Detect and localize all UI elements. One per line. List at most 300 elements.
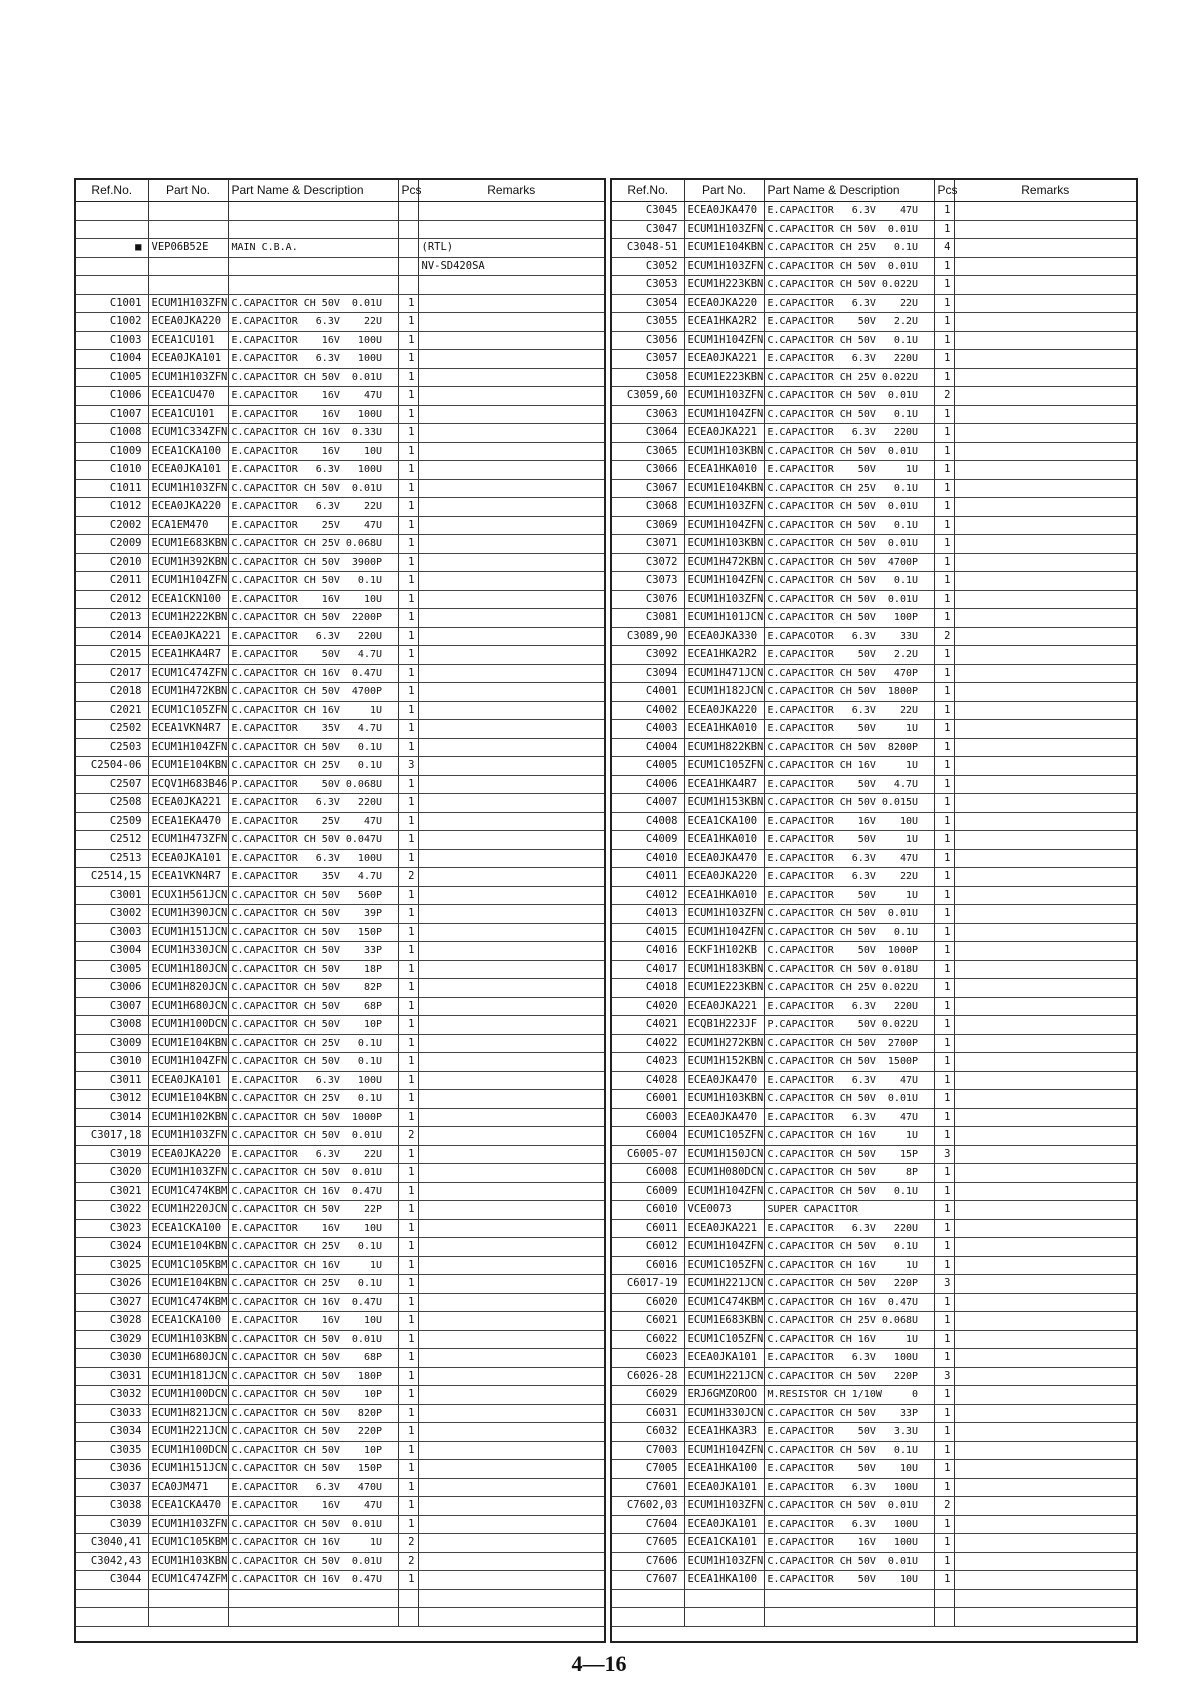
part-no-cell: ECUM1H103ZFN — [684, 905, 764, 924]
pcs-cell: 1 — [398, 442, 418, 461]
table-row — [612, 1441, 1136, 1460]
table-row — [76, 1256, 604, 1275]
pcs-cell: 1 — [398, 1404, 418, 1423]
table-row — [612, 1571, 1136, 1590]
remarks-cell — [954, 1275, 1136, 1294]
remarks-cell — [418, 498, 604, 517]
description-cell: C.CAPACITOR CH 50V 0.01U — [764, 905, 934, 924]
table-row — [612, 886, 1136, 905]
part-no-cell: ECEA1CU101 — [148, 405, 228, 424]
part-no-cell: ECUM1H223KBN — [684, 276, 764, 295]
description-cell — [764, 1589, 934, 1608]
part-no-cell: ECUM1C474KBM — [684, 1293, 764, 1312]
remarks-cell — [418, 757, 604, 776]
remarks-cell — [954, 1478, 1136, 1497]
pcs-cell: 1 — [934, 1219, 954, 1238]
table-row — [76, 1219, 604, 1238]
description-cell: C.CAPACITOR CH 16V 0.47U — [228, 1182, 398, 1201]
pcs-cell: 1 — [398, 1145, 418, 1164]
part-no-cell: ECEA1CKN100 — [148, 590, 228, 609]
table-row — [612, 683, 1136, 702]
pcs-cell: 1 — [398, 812, 418, 831]
col-part-no: Part No. — [684, 180, 764, 202]
ref-cell: C3057 — [612, 350, 684, 369]
description-cell: E.CAPACITOR 6.3V 22U — [228, 313, 398, 332]
part-no-cell: ECUM1H104ZFN — [684, 1441, 764, 1460]
table-row — [76, 202, 604, 221]
col-ref-no: Ref.No. — [612, 180, 684, 202]
pcs-cell: 1 — [934, 1571, 954, 1590]
ref-cell: C3008 — [76, 1016, 148, 1035]
part-no-cell: ECUM1C334ZFN — [148, 424, 228, 443]
pcs-cell: 1 — [398, 1016, 418, 1035]
pcs-cell: 1 — [934, 942, 954, 961]
remarks-cell — [954, 572, 1136, 591]
ref-cell: C6008 — [612, 1164, 684, 1183]
description-cell: C.CAPACITOR CH 25V 0.1U — [228, 757, 398, 776]
part-no-cell: ECUM1H153KBN — [684, 794, 764, 813]
description-cell: C.CAPACITOR CH 25V 0.1U — [228, 1034, 398, 1053]
table-row — [612, 1053, 1136, 1072]
pcs-cell: 1 — [398, 424, 418, 443]
pcs-cell: 1 — [398, 738, 418, 757]
ref-cell: C4005 — [612, 757, 684, 776]
description-cell: C.CAPACITOR CH 50V 0.01U — [764, 535, 934, 554]
part-no-cell: ECUM1H104ZFN — [684, 405, 764, 424]
remarks-cell — [954, 1330, 1136, 1349]
remarks-cell — [418, 1201, 604, 1220]
ref-cell: C3037 — [76, 1478, 148, 1497]
ref-cell — [76, 220, 148, 239]
table-row — [76, 1441, 604, 1460]
pcs-cell: 1 — [934, 849, 954, 868]
description-cell: E.CAPACITOR 6.3V 22U — [228, 1145, 398, 1164]
ref-cell: C2002 — [76, 516, 148, 535]
remarks-cell — [418, 886, 604, 905]
ref-cell: C3005 — [76, 960, 148, 979]
pcs-cell: 1 — [934, 1386, 954, 1405]
pcs-cell: 1 — [398, 461, 418, 480]
table-row — [612, 1164, 1136, 1183]
ref-cell: C4003 — [612, 720, 684, 739]
ref-cell: C3055 — [612, 313, 684, 332]
part-no-cell: ECEA1CU470 — [148, 387, 228, 406]
part-no-cell: ECUM1H151JCN — [148, 1460, 228, 1479]
part-no-cell — [148, 1608, 228, 1627]
pcs-cell: 1 — [934, 609, 954, 628]
description-cell: C.CAPACITOR CH 50V 220P — [764, 1275, 934, 1294]
table-row — [76, 1330, 604, 1349]
ref-cell: C4021 — [612, 1016, 684, 1035]
table-row — [76, 535, 604, 554]
ref-cell: C7607 — [612, 1571, 684, 1590]
table-row — [612, 905, 1136, 924]
table-row — [76, 257, 604, 276]
ref-cell: C7605 — [612, 1534, 684, 1553]
description-cell: C.CAPACITOR CH 50V 0.01U — [764, 498, 934, 517]
pcs-cell: 1 — [934, 1478, 954, 1497]
remarks-cell — [954, 1386, 1136, 1405]
remarks-cell — [418, 923, 604, 942]
ref-cell: C3024 — [76, 1238, 148, 1257]
part-no-cell: ECEA0JKA470 — [684, 1071, 764, 1090]
description-cell: C.CAPACITOR CH 50V 4700P — [228, 683, 398, 702]
part-no-cell: ECUM1E683KBN — [684, 1312, 764, 1331]
remarks-cell — [418, 1404, 604, 1423]
pcs-cell: 2 — [398, 1534, 418, 1553]
ref-cell: C1011 — [76, 479, 148, 498]
remarks-cell — [954, 1108, 1136, 1127]
table-row — [76, 979, 604, 998]
table-row — [612, 461, 1136, 480]
table-row — [612, 1127, 1136, 1146]
pcs-cell: 1 — [398, 1571, 418, 1590]
part-no-cell: ECUM1H103ZFN — [148, 1127, 228, 1146]
part-no-cell: ECUM1H104ZFN — [684, 1238, 764, 1257]
pcs-cell: 2 — [934, 627, 954, 646]
part-no-cell: ECUM1H104ZFN — [148, 738, 228, 757]
table-row — [76, 1201, 604, 1220]
remarks-cell — [418, 609, 604, 628]
description-cell: E.CAPACITOR 6.3V 47U — [764, 849, 934, 868]
table-row — [76, 1034, 604, 1053]
remarks-cell — [418, 479, 604, 498]
part-no-cell: ECUM1E683KBN — [148, 535, 228, 554]
table-row — [76, 757, 604, 776]
pcs-cell: 1 — [398, 331, 418, 350]
remarks-cell — [418, 572, 604, 591]
remarks-cell — [418, 1571, 604, 1590]
remarks-cell — [418, 1423, 604, 1442]
part-no-cell: ECA0JM471 — [148, 1478, 228, 1497]
ref-cell: C1003 — [76, 331, 148, 350]
pcs-cell: 1 — [934, 831, 954, 850]
description-cell: C.CAPACITOR CH 50V 0.01U — [228, 1330, 398, 1349]
ref-cell: C3038 — [76, 1497, 148, 1516]
pcs-cell: 1 — [398, 535, 418, 554]
pcs-cell: 1 — [398, 942, 418, 961]
table-row — [76, 1127, 604, 1146]
description-cell: C.CAPACITOR CH 16V 0.47U — [228, 1571, 398, 1590]
remarks-cell — [954, 1441, 1136, 1460]
description-cell: E.CAPACITOR 6.3V 100U — [764, 1349, 934, 1368]
description-cell: C.CAPACITOR CH 50V 0.1U — [764, 1441, 934, 1460]
part-no-cell: ECUM1H104ZFN — [148, 1053, 228, 1072]
part-no-cell: ECEA1CKA100 — [148, 1312, 228, 1331]
remarks-cell — [418, 812, 604, 831]
ref-cell: C6022 — [612, 1330, 684, 1349]
table-row — [612, 1219, 1136, 1238]
pcs-cell: 1 — [934, 220, 954, 239]
table-row — [612, 1312, 1136, 1331]
pcs-cell — [934, 1589, 954, 1608]
part-no-cell: ECUM1H150JCN — [684, 1145, 764, 1164]
part-no-cell: ECEA0JKA470 — [684, 202, 764, 221]
ref-cell: C1004 — [76, 350, 148, 369]
pcs-cell: 1 — [398, 590, 418, 609]
table-row — [76, 479, 604, 498]
pcs-cell: 1 — [934, 646, 954, 665]
pcs-cell: 1 — [934, 1404, 954, 1423]
remarks-cell — [954, 1608, 1136, 1627]
table-row — [612, 1423, 1136, 1442]
table-row — [612, 257, 1136, 276]
remarks-cell — [954, 1404, 1136, 1423]
remarks-cell — [954, 720, 1136, 739]
ref-cell: C6021 — [612, 1312, 684, 1331]
remarks-cell — [954, 1034, 1136, 1053]
ref-cell: C3076 — [612, 590, 684, 609]
description-cell: E.CAPACITOR 50V 1U — [764, 720, 934, 739]
table-row — [612, 387, 1136, 406]
part-no-cell: ECEA0JKA221 — [684, 1219, 764, 1238]
remarks-cell — [418, 1016, 604, 1035]
ref-cell — [76, 1589, 148, 1608]
pcs-cell: 1 — [934, 1312, 954, 1331]
description-cell: C.CAPACITOR CH 25V 0.1U — [764, 479, 934, 498]
remarks-cell — [954, 960, 1136, 979]
description-cell: C.CAPACITOR CH 50V 1500P — [764, 1053, 934, 1072]
table-row — [612, 202, 1136, 221]
ref-cell: C1012 — [76, 498, 148, 517]
table-row — [612, 738, 1136, 757]
table-row — [612, 960, 1136, 979]
part-no-cell: ECUM1C105KBM — [148, 1534, 228, 1553]
pcs-cell: 1 — [934, 1127, 954, 1146]
part-no-cell: ECEA0JKA220 — [148, 1145, 228, 1164]
table-row — [612, 294, 1136, 313]
remarks-cell — [418, 1497, 604, 1516]
pcs-cell: 1 — [934, 442, 954, 461]
table-row — [76, 1164, 604, 1183]
description-cell: E.CAPACITOR 25V 47U — [228, 516, 398, 535]
ref-cell: C7606 — [612, 1552, 684, 1571]
ref-cell: C6010 — [612, 1201, 684, 1220]
ref-cell: C2014 — [76, 627, 148, 646]
description-cell: C.CAPACITOR CH 50V 0.01U — [764, 1090, 934, 1109]
table-row — [612, 849, 1136, 868]
pcs-cell: 1 — [934, 1515, 954, 1534]
table-row — [76, 738, 604, 757]
pcs-cell: 2 — [398, 868, 418, 887]
ref-cell: C2507 — [76, 775, 148, 794]
table-row — [612, 609, 1136, 628]
ref-cell — [612, 1608, 684, 1627]
part-no-cell: ECEA0JKA470 — [684, 849, 764, 868]
remarks-cell — [418, 646, 604, 665]
ref-cell: C1010 — [76, 461, 148, 480]
pcs-cell: 1 — [398, 405, 418, 424]
table-row — [76, 1423, 604, 1442]
pcs-cell: 1 — [398, 1164, 418, 1183]
ref-cell: C4009 — [612, 831, 684, 850]
part-no-cell: ECUM1H104ZFN — [684, 331, 764, 350]
part-no-cell: ECUM1H104ZFN — [148, 572, 228, 591]
pcs-cell: 1 — [934, 794, 954, 813]
table-row — [612, 868, 1136, 887]
part-no-cell: ECEA0JKA101 — [684, 1478, 764, 1497]
table-row — [76, 1275, 604, 1294]
remarks-cell — [418, 276, 604, 295]
table-row — [76, 775, 604, 794]
remarks-cell — [418, 1349, 604, 1368]
remarks-cell — [954, 997, 1136, 1016]
ref-cell: C4018 — [612, 979, 684, 998]
part-no-cell: ECUM1H104ZFN — [684, 572, 764, 591]
table-row — [612, 1386, 1136, 1405]
pcs-cell: 1 — [934, 923, 954, 942]
table-row — [76, 1349, 604, 1368]
remarks-cell — [954, 350, 1136, 369]
table-row — [76, 609, 604, 628]
description-cell: E.CAPACITOR 6.3V 220U — [228, 794, 398, 813]
pcs-cell: 1 — [934, 276, 954, 295]
remarks-cell — [418, 442, 604, 461]
description-cell: C.CAPACITOR CH 50V 8200P — [764, 738, 934, 757]
ref-cell: C1002 — [76, 313, 148, 332]
pcs-cell: 1 — [398, 794, 418, 813]
pcs-cell: 1 — [934, 960, 954, 979]
description-cell: E.CAPACITOR 16V 10U — [228, 1219, 398, 1238]
pcs-cell: 1 — [934, 886, 954, 905]
part-no-cell: ECEA1HKA010 — [684, 461, 764, 480]
ref-cell: C3058 — [612, 368, 684, 387]
pcs-cell: 1 — [398, 1312, 418, 1331]
description-cell: P.CAPACITOR 50V 0.068U — [228, 775, 398, 794]
table-row — [612, 1016, 1136, 1035]
description-cell: C.CAPACITOR CH 50V 8P — [764, 1164, 934, 1183]
remarks-cell — [954, 257, 1136, 276]
table-row — [612, 1275, 1136, 1294]
part-no-cell — [148, 1589, 228, 1608]
pcs-cell: 1 — [398, 1182, 418, 1201]
ref-cell: C2017 — [76, 664, 148, 683]
table-row — [612, 794, 1136, 813]
description-cell: C.CAPACITOR CH 50V 0.01U — [228, 1164, 398, 1183]
ref-cell: ■ — [76, 239, 148, 258]
ref-cell: C3059,60 — [612, 387, 684, 406]
pcs-cell: 1 — [398, 553, 418, 572]
pcs-cell: 1 — [398, 572, 418, 591]
remarks-cell — [954, 738, 1136, 757]
remarks-cell — [954, 1071, 1136, 1090]
table-row — [612, 1534, 1136, 1553]
table-row — [76, 794, 604, 813]
pcs-cell: 1 — [934, 1460, 954, 1479]
part-no-cell: ECUM1H821JCN — [148, 1404, 228, 1423]
remarks-cell — [954, 664, 1136, 683]
ref-cell: C4004 — [612, 738, 684, 757]
remarks-cell — [954, 331, 1136, 350]
description-cell: E.CAPACITOR 6.3V 22U — [764, 868, 934, 887]
ref-cell: C4023 — [612, 1053, 684, 1072]
ref-cell: C7604 — [612, 1515, 684, 1534]
ref-cell: C4010 — [612, 849, 684, 868]
parts-table-left — [74, 178, 606, 1643]
pcs-cell: 1 — [934, 1108, 954, 1127]
remarks-cell — [418, 1108, 604, 1127]
description-cell: E.CAPACITOR 16V 10U — [764, 812, 934, 831]
table-row — [76, 1386, 604, 1405]
table-row — [76, 331, 604, 350]
part-no-cell: ECEA1HKA010 — [684, 886, 764, 905]
remarks-cell — [418, 1312, 604, 1331]
ref-cell: C1009 — [76, 442, 148, 461]
part-no-cell — [148, 202, 228, 221]
ref-cell: C3031 — [76, 1367, 148, 1386]
table-row — [76, 1182, 604, 1201]
table-row — [612, 1367, 1136, 1386]
ref-cell: C3012 — [76, 1090, 148, 1109]
ref-cell: C2509 — [76, 812, 148, 831]
part-no-cell: ECUM1H472KBN — [684, 553, 764, 572]
pcs-cell: 1 — [398, 1441, 418, 1460]
table-row — [76, 960, 604, 979]
part-no-cell: ECEA0JKA220 — [684, 294, 764, 313]
pcs-cell: 1 — [398, 701, 418, 720]
part-no-cell: ECUM1E104KBN — [148, 1090, 228, 1109]
table-row — [76, 294, 604, 313]
table-row — [612, 1256, 1136, 1275]
pcs-cell: 1 — [934, 1016, 954, 1035]
pcs-cell: 1 — [398, 831, 418, 850]
table-row — [612, 923, 1136, 942]
ref-cell — [76, 1608, 148, 1627]
table-row — [612, 442, 1136, 461]
description-cell — [228, 1608, 398, 1627]
part-no-cell: ECUM1E104KBN — [148, 1238, 228, 1257]
table-row — [76, 886, 604, 905]
pcs-cell: 1 — [934, 1330, 954, 1349]
remarks-cell — [954, 368, 1136, 387]
part-no-cell: ECEA1CKA470 — [148, 1497, 228, 1516]
part-no-cell: ECQB1H223JF — [684, 1016, 764, 1035]
ref-cell: C3081 — [612, 609, 684, 628]
remarks-cell — [954, 1182, 1136, 1201]
ref-cell: C3007 — [76, 997, 148, 1016]
description-cell: C.CAPACITOR CH 50V 10P — [228, 1386, 398, 1405]
description-cell: C.CAPACITOR CH 50V 0.1U — [764, 923, 934, 942]
remarks-cell — [954, 276, 1136, 295]
remarks-cell — [954, 849, 1136, 868]
description-cell: C.CAPACITOR CH 16V 0.47U — [228, 664, 398, 683]
pcs-cell: 1 — [934, 701, 954, 720]
table-row — [612, 757, 1136, 776]
part-no-cell: ECUM1H103ZFN — [684, 1497, 764, 1516]
description-cell: E.CAPACITOR 6.3V 220U — [764, 997, 934, 1016]
remarks-cell — [954, 1127, 1136, 1146]
table-row — [612, 1293, 1136, 1312]
part-no-cell: ECUM1H221JCN — [684, 1275, 764, 1294]
description-cell: C.CAPACITOR CH 50V 0.018U — [764, 960, 934, 979]
remarks-cell — [954, 313, 1136, 332]
ref-cell: C6012 — [612, 1238, 684, 1257]
pcs-cell — [398, 276, 418, 295]
description-cell: C.CAPACITOR CH 50V 0.01U — [764, 590, 934, 609]
description-cell: C.CAPACITOR CH 50V 39P — [228, 905, 398, 924]
ref-cell: C4002 — [612, 701, 684, 720]
description-cell: E.CAPACITOR 6.3V 100U — [764, 1478, 934, 1497]
description-cell: C.CAPACITOR CH 25V 0.1U — [228, 1238, 398, 1257]
part-no-cell — [684, 1589, 764, 1608]
part-no-cell: ECUM1H102KBN — [148, 1108, 228, 1127]
part-no-cell: ECUM1E223KBN — [684, 979, 764, 998]
table-row — [76, 1016, 604, 1035]
table-row — [612, 516, 1136, 535]
description-cell: C.CAPACITOR CH 50V 0.01U — [228, 294, 398, 313]
ref-cell: C3068 — [612, 498, 684, 517]
pcs-cell: 1 — [398, 609, 418, 628]
